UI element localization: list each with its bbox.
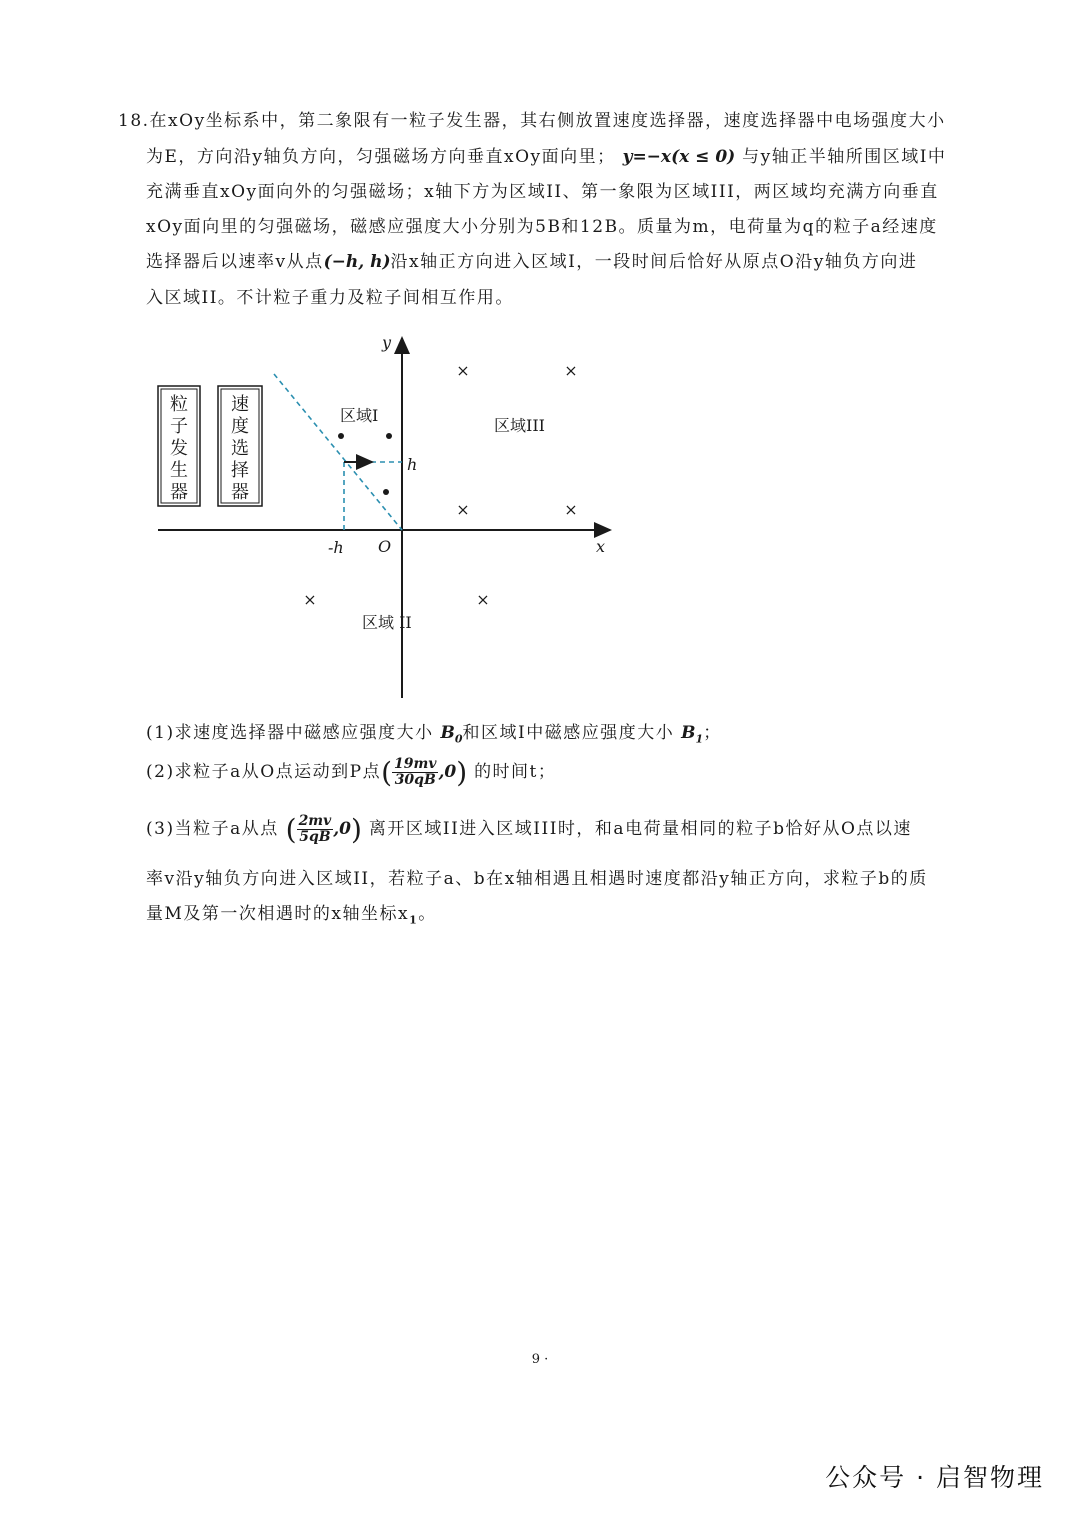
generator-char-4: 生	[170, 460, 188, 481]
generator-char-1: 粒	[170, 394, 188, 415]
selector-char-3: 选	[231, 438, 249, 459]
problem-line-6: 入区域II。不计粒子重力及粒子间相互作用。	[146, 288, 514, 308]
field-cross: ×	[564, 361, 578, 380]
x-axis-label: x	[596, 537, 606, 556]
coordinate-diagram	[140, 320, 640, 705]
page-number: 9 ·	[531, 1352, 549, 1367]
field-dot	[383, 489, 389, 495]
question-3-line-1: (3)当粒子a从点 ( $\frac{2mv}{5qB}$ ,0) 离开区域II进入区域III时，和a电荷量相同的粒子b恰好从O点以速	[146, 813, 912, 846]
field-cross: ×	[564, 500, 578, 519]
question-2: (2)求粒子a从O点运动到P点( $\frac{19mv}{30qB}$ ,0) 的时间t；	[146, 756, 557, 789]
selector-char-2: 度	[231, 416, 249, 437]
question-3-line-3: 量M及第一次相遇时的x轴坐标$x_1$。	[146, 904, 437, 927]
problem-line-4: xOy面向里的匀强磁场，磁感应强度大小分别为5B和12B。质量为m，电荷量为q的粒子a经速度	[146, 217, 938, 237]
velocity-selector-box	[218, 386, 262, 506]
question-1: (1)求速度选择器中磁感应强度大小 $B_0$和区域I中磁感应强度大小 $B_1$；	[146, 723, 722, 746]
selector-char-1: 速	[231, 394, 249, 415]
problem-line-1: 18.在xOy坐标系中，第二象限有一粒子发生器，其右侧放置速度选择器，速度选择器中电场强度大小	[118, 111, 946, 131]
boundary-equation: y=−x(x ≤ 0)	[622, 147, 736, 167]
problem-number: 18.	[118, 111, 150, 131]
problem-line-2: 为E，方向沿y轴负方向，匀强磁场方向垂直xOy面向里； y=−x(x ≤ 0) 与y轴正半轴所围区域I中	[146, 147, 947, 167]
region-1-label: 区域I	[340, 406, 379, 425]
selector-char-4: 择	[231, 460, 249, 481]
region-2-label: 区域 II	[362, 613, 412, 632]
particle-generator-box	[158, 386, 200, 506]
generator-char-5: 器	[170, 482, 188, 503]
selector-char-5: 器	[231, 482, 249, 503]
problem-line-3: 充满垂直xOy面向外的匀强磁场；x轴下方为区域II、第一象限为区域III，两区域均充满方向垂直	[146, 182, 939, 202]
boundary-line	[274, 374, 402, 530]
b0-symbol: $B_0$	[440, 723, 463, 746]
field-dot	[338, 433, 344, 439]
field-cross: ×	[476, 590, 490, 609]
field-cross: ×	[456, 361, 470, 380]
p-point-fraction: $\frac{19mv}{30qB}$	[394, 756, 437, 788]
question-3-line-2: 率v沿y轴负方向进入区域II，若粒子a、b在x轴相遇且相遇时速度都沿y轴正方向，求粒子b的质	[146, 869, 928, 889]
generator-char-3: 发	[170, 438, 188, 459]
y-axis-label: y	[382, 333, 392, 352]
neg-h-label: -h	[328, 538, 344, 557]
exit-point-fraction: $\frac{2mv}{5qB}$	[298, 813, 332, 845]
entry-point: (−h, h)	[323, 252, 391, 272]
watermark: 公众号 · 启智物理	[825, 1463, 1044, 1492]
problem-line-5: 选择器后以速率v从点(−h, h)沿x轴正方向进入区域I，一段时间后恰好从原点O沿y轴负方向进	[146, 252, 918, 272]
h-label: h	[407, 455, 418, 474]
region-3-label: 区域III	[494, 416, 545, 435]
field-cross: ×	[456, 500, 470, 519]
b1-symbol: $B_1$	[681, 723, 704, 746]
field-dot	[386, 433, 392, 439]
generator-char-2: 子	[170, 416, 188, 437]
field-cross: ×	[303, 590, 317, 609]
origin-label: O	[378, 537, 392, 556]
